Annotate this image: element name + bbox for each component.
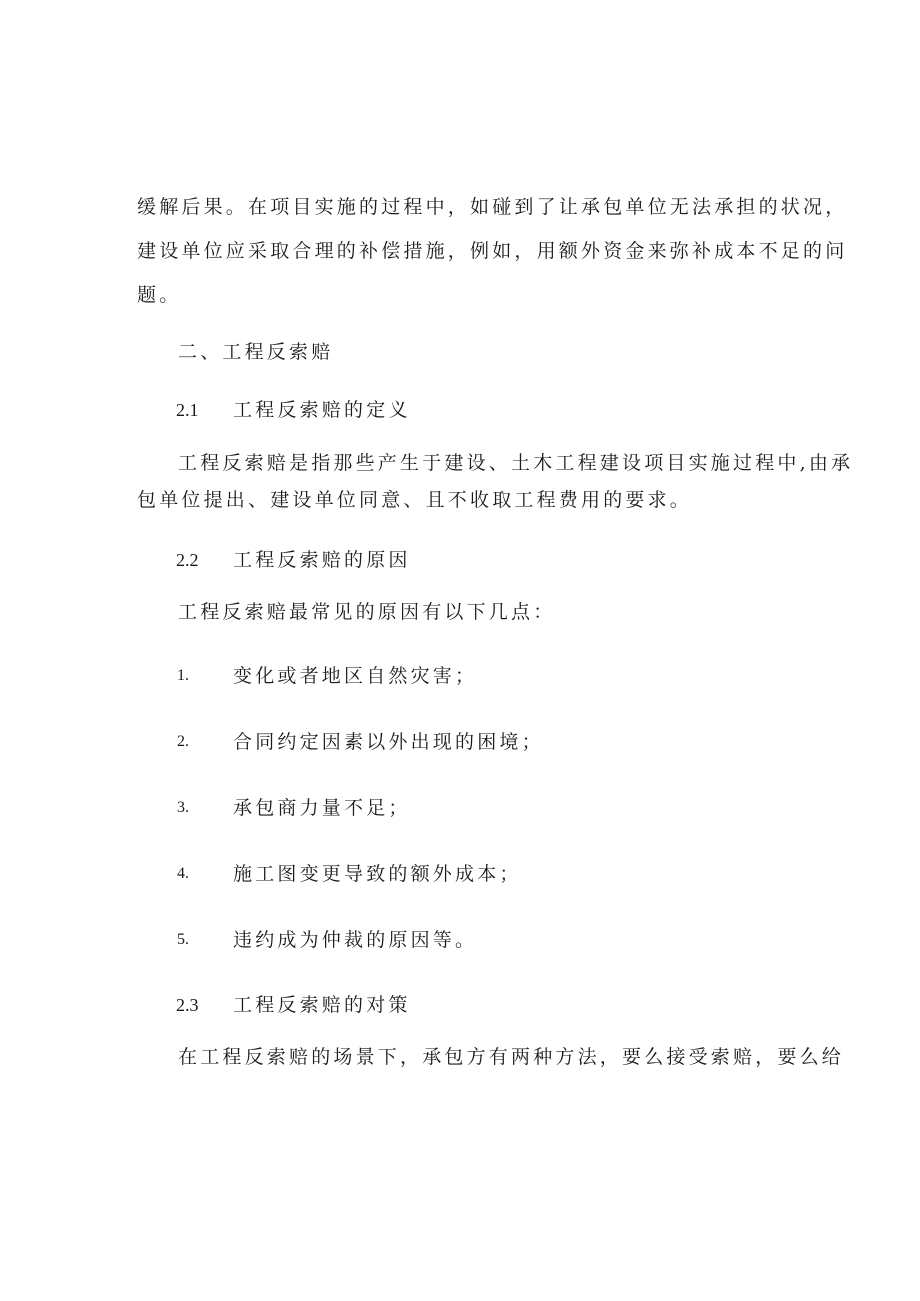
subsection-number: 2.2: [176, 550, 199, 570]
paragraph-line: 工程反索赔是指那些产生于建设、土木工程建设项目实施过程中,由承: [178, 452, 854, 474]
list-item-number: 5.: [177, 931, 189, 948]
subsection-title: 工程反索赔的定义: [233, 399, 411, 421]
list-item-number: 1.: [177, 667, 189, 684]
intro-line-3: 题。: [137, 284, 182, 306]
intro-line-1: 缓解后果。在项目实施的过程中，如碰到了让承包单位无法承担的状况，: [137, 196, 848, 218]
list-item-number: 3.: [177, 799, 189, 816]
list-item: 合同约定因素以外出现的困境；: [233, 731, 544, 753]
subsection-number: 2.3: [176, 995, 199, 1015]
intro-line-2: 建设单位应采取合理的补偿措施，例如，用额外资金来弥补成本不足的问: [137, 240, 848, 262]
list-item-number: 4.: [177, 865, 189, 882]
list-item: 违约成为仲裁的原因等。: [233, 929, 478, 951]
subsection-title: 工程反索赔的原因: [233, 549, 411, 571]
paragraph-line: 包单位提出、建设单位同意、且不收取工程费用的要求。: [137, 489, 693, 511]
list-item-number: 2.: [177, 733, 189, 750]
subsection-number: 2.1: [176, 400, 199, 420]
list-item: 承包商力量不足；: [233, 797, 411, 819]
paragraph-line: 工程反索赔最常见的原因有以下几点：: [178, 601, 556, 623]
paragraph-line: 在工程反索赔的场景下，承包方有两种方法，要么接受索赔，要么给: [178, 1046, 845, 1068]
subsection-title: 工程反索赔的对策: [233, 994, 411, 1016]
list-item: 变化或者地区自然灾害；: [233, 665, 478, 687]
list-item: 施工图变更导致的额外成本；: [233, 863, 522, 885]
section-heading: 二、工程反索赔: [178, 341, 334, 363]
